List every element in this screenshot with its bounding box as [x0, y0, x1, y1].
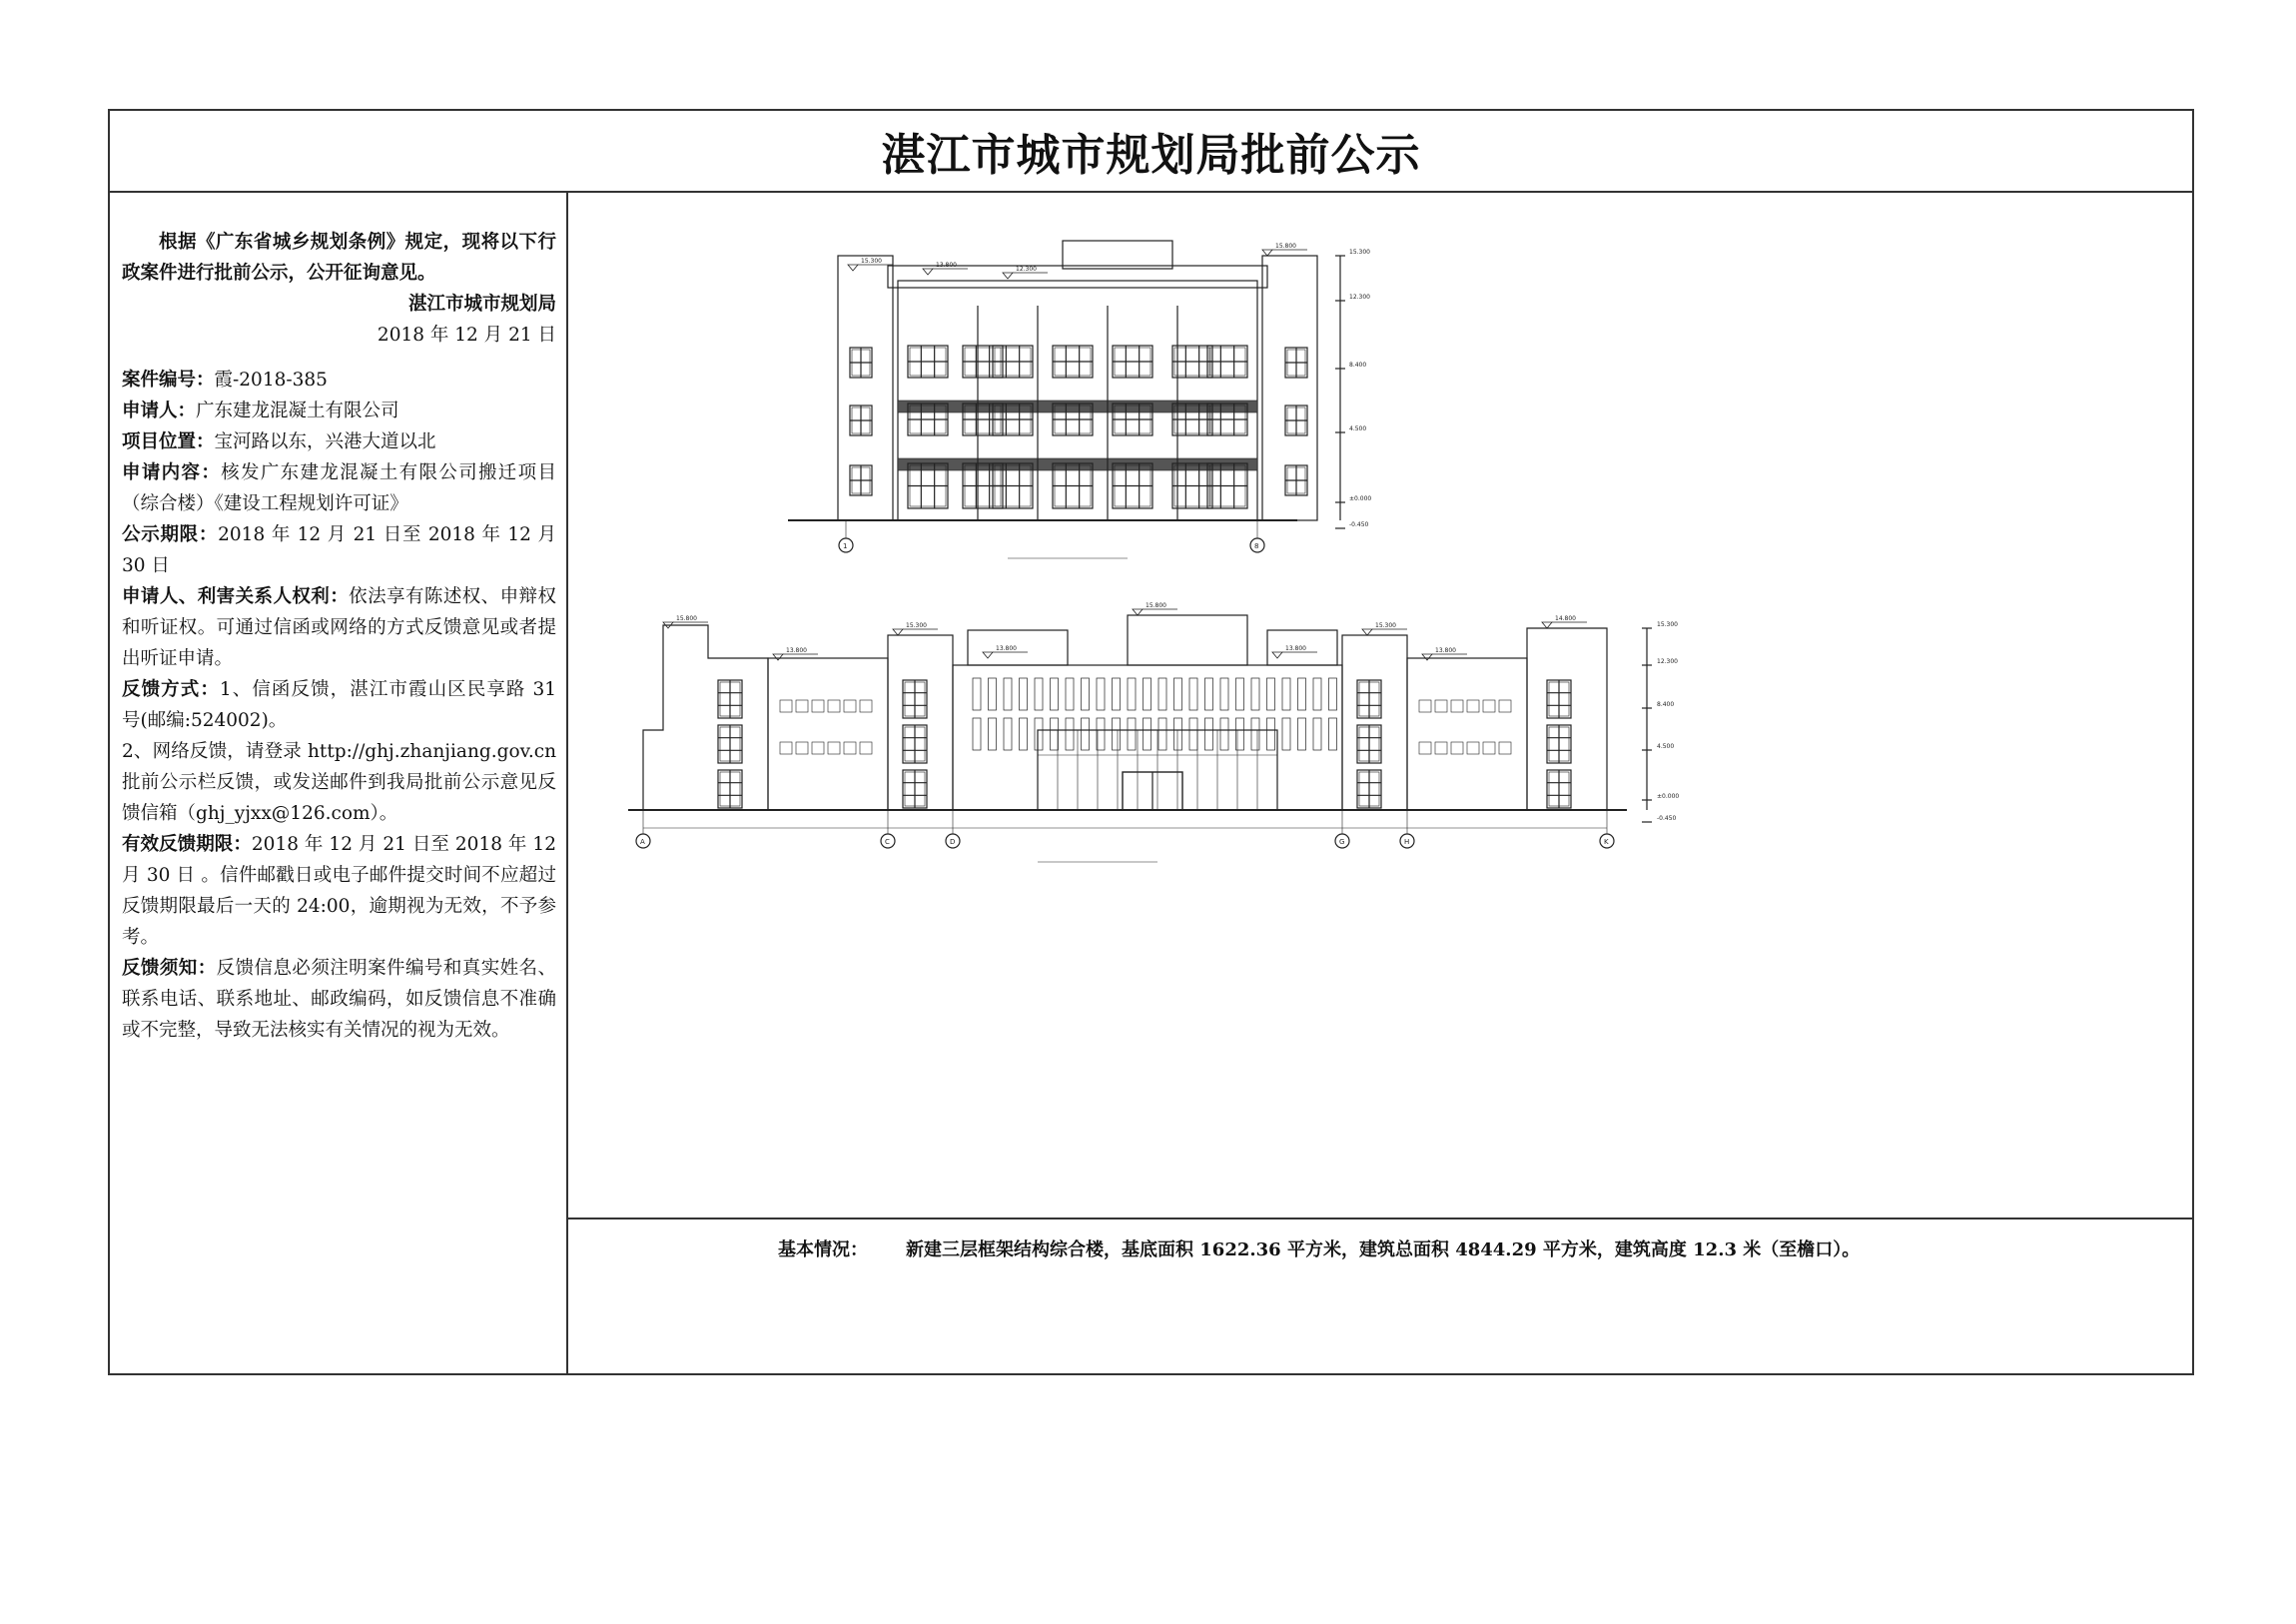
bottom-central-window-r2-c2 [989, 718, 997, 750]
bottom-central-window-r1-c1 [973, 678, 981, 710]
bottom-central-window-r2-c23 [1313, 718, 1321, 750]
feedback-letter: 1、信函反馈，湛江市霞山区民享路 31 号(邮编:524002)。 [122, 679, 556, 731]
roof-box [1063, 241, 1172, 269]
left-mid-block [888, 635, 953, 810]
feedback-notes: 反馈须知：反馈信息必须注明案件编号和真实姓名、联系电话、联系地址、邮政编码，如反馈信息不准确或不完整，导致无法核实有关情况的视为无效。 [122, 958, 556, 1041]
top-level-label-5: ±0.000 [1349, 495, 1372, 502]
top-tower-left-window-2 [850, 406, 872, 435]
bottom-central-window-r1-c2 [989, 678, 997, 710]
bottom-left-mid-window-2 [903, 725, 927, 763]
top-tower-left-window-3 [850, 465, 872, 495]
bottom-axis-1 [636, 834, 650, 848]
rights-value: 依法享有陈述权、申辩权和听证权。可通过信函或网络的方式反馈意见或者提出听证申请。 [122, 586, 556, 669]
feedback-label: 反馈方式 [122, 679, 201, 700]
axis-label: 8 [1254, 542, 1259, 550]
case-number: 案件编号：霞-2018-385 [122, 370, 328, 391]
bottom-far-right-window-2 [1547, 725, 1571, 763]
top-level-label-3: 8.400 [1349, 362, 1367, 369]
bottom-central-window-r1-c3 [1004, 678, 1012, 710]
top-roof-level-1 [848, 258, 893, 271]
bottom-central-window-r2-c16 [1205, 718, 1213, 750]
bottom-central-window-r1-c21 [1282, 678, 1290, 710]
level-label: 14.800 [1555, 615, 1576, 622]
bottom-wing-left-window-r1-c5 [844, 700, 856, 712]
top-level-label-4: 4.500 [1349, 425, 1367, 432]
bottom-central-window-r1-c15 [1189, 678, 1197, 710]
level-label: 13.800 [1435, 647, 1456, 654]
valid-value: 2018 年 12 月 21 日至 2018 年 12 月 30 日 。信件邮戳日或电子邮件提交时间不应超过反馈期限最后一天的 24:00，逾期视为无效，不予参考。 [122, 834, 556, 948]
bottom-central-window-r1-c14 [1174, 678, 1182, 710]
bottom-central-window-r1-c9 [1097, 678, 1105, 710]
bottom-central-window-r1-c18 [1236, 678, 1244, 710]
front-elevation-bottom [628, 602, 1679, 862]
bottom-wing-right-window-r2-c2 [1435, 742, 1447, 754]
bottom-right-mid-window-1 [1357, 680, 1381, 718]
basic-info-text: 新建三层框架结构综合楼，基底面积 1622.36 平方米，建筑总面积 4844.29 平方米，建筑高度 12.3 米（至檐口）。 [906, 1239, 1861, 1260]
level-triangle [893, 629, 903, 635]
right-mid-block [1342, 635, 1407, 810]
bottom-central-window-r2-c24 [1329, 718, 1337, 750]
bottom-wing-left-window-r1-c3 [812, 700, 824, 712]
bottom-wing-left-window-r2-c2 [796, 742, 808, 754]
elevation-drawings-svg [568, 191, 2192, 1218]
applicant-rights: 申请人、利害关系人权利：依法享有陈述权、申辩权和听证权。可通过信函或网络的方式反馈意见或者提出听证申请。 [122, 586, 556, 669]
bottom-level-label-3: 8.400 [1657, 701, 1675, 708]
axis-label: K [1604, 838, 1609, 846]
bottom-wing-left-window-r1-c1 [780, 700, 792, 712]
location-value: 宝河路以东，兴港大道以北 [214, 431, 436, 452]
level-label: 15.800 [676, 615, 697, 622]
bottom-wing-right-window-r1-c6 [1499, 700, 1511, 712]
level-triangle [983, 652, 993, 658]
valid-feedback-period: 有效反馈期限：2018 年 12 月 21 日至 2018 年 12 月 30 日 。信件邮戳日或电子邮件提交时间不应超过反馈期限最后一天的 24:00，逾期视为无效，不予参考。 [122, 834, 556, 948]
central-hall [953, 665, 1342, 810]
bottom-roof-level-6 [1272, 645, 1317, 658]
bottom-level-label-5: ±0.000 [1657, 793, 1680, 800]
bottom-roof-level-7 [1362, 622, 1407, 635]
bottom-central-window-r1-c17 [1220, 678, 1228, 710]
top-window-r1-c3 [993, 346, 1033, 378]
central-roof-box [1128, 615, 1247, 665]
bottom-wing-right-window-r1-c3 [1451, 700, 1463, 712]
basic-info-label: 基本情况： [778, 1239, 868, 1260]
bottom-central-window-r2-c20 [1267, 718, 1275, 750]
level-triangle [1542, 622, 1552, 628]
bottom-central-window-r2-c18 [1236, 718, 1244, 750]
bottom-central-window-r1-c20 [1267, 678, 1275, 710]
level-label: 13.800 [786, 647, 807, 654]
bottom-central-window-r2-c21 [1282, 718, 1290, 750]
top-level-label-6: -0.450 [1349, 521, 1369, 528]
bottom-roof-level-1 [663, 615, 708, 628]
bottom-central-window-r2-c5 [1035, 718, 1043, 750]
bottom-wing-right-window-r2-c3 [1451, 742, 1463, 754]
bottom-central-window-r2-c7 [1066, 718, 1074, 750]
bottom-central-window-r2-c12 [1144, 718, 1151, 750]
left-pavilion [768, 658, 888, 810]
bottom-central-window-r1-c19 [1251, 678, 1259, 710]
bottom-wing-left-window-r2-c5 [844, 742, 856, 754]
project-location: 项目位置：宝河路以东，兴港大道以北 [122, 431, 436, 452]
period-value: 2018 年 12 月 21 日至 2018 年 12 月 30 日 [122, 524, 556, 576]
bottom-level-label-1: 15.300 [1657, 621, 1678, 628]
top-window-r1-c7 [1207, 346, 1247, 378]
level-triangle [1133, 609, 1143, 615]
bottom-roof-level-4 [983, 645, 1028, 658]
bottom-wing-left-window-r1-c2 [796, 700, 808, 712]
front-elevation-top [788, 241, 1371, 558]
applicant-value: 广东建龙混凝土有限公司 [196, 401, 399, 421]
level-label: 12.300 [1016, 266, 1037, 273]
bottom-far-right-window-1 [1547, 680, 1571, 718]
top-roof-level-3 [1003, 266, 1048, 279]
bottom-axis-4 [1335, 834, 1349, 848]
bottom-left-mid-window-1 [903, 680, 927, 718]
bottom-central-window-r1-c22 [1298, 678, 1306, 710]
note-value: 反馈信息必须注明案件编号和真实姓名、联系电话、联系地址、邮政编码，如反馈信息不准确或不完整，导致无法核实有关情况的视为无效。 [122, 958, 556, 1041]
bottom-axis-2 [881, 834, 895, 848]
top-roof-level-2 [923, 262, 968, 275]
level-triangle [923, 269, 933, 275]
bottom-central-window-r2-c4 [1020, 718, 1028, 750]
bottom-wing-right-window-r1-c5 [1483, 700, 1495, 712]
bottom-wing-right-window-r2-c1 [1419, 742, 1431, 754]
bottom-wing-left-window-r2-c3 [812, 742, 824, 754]
bottom-central-window-r2-c19 [1251, 718, 1259, 750]
bottom-central-window-r2-c8 [1082, 718, 1090, 750]
bottom-central-window-r1-c10 [1113, 678, 1121, 710]
bottom-central-window-r1-c11 [1128, 678, 1136, 710]
floor-band-2 [898, 458, 1257, 470]
level-triangle [1362, 629, 1372, 635]
level-label: 15.300 [861, 258, 882, 265]
notice-period: 公示期限：2018 年 12 月 21 日至 2018 年 12 月 30 日 [122, 524, 556, 576]
bottom-central-window-r2-c3 [1004, 718, 1012, 750]
notice-sheet [108, 109, 2194, 1375]
issuing-bureau: 湛江市城市规划局 [407, 294, 556, 315]
level-label: 15.800 [1146, 602, 1166, 609]
period-label: 公示期限 [122, 524, 199, 545]
location-label: 项目位置 [122, 431, 197, 452]
top-level-label-1: 15.300 [1349, 249, 1370, 256]
bottom-central-window-r1-c13 [1158, 678, 1166, 710]
elevation-drawings [568, 191, 2192, 1218]
feedback-online: 2、网络反馈，请登录 http://ghj.zhanjiang.gov.cn 批前公示栏反馈，或发送邮件到我局批前公示意见反馈信箱（ghj_yjxx@126.com）。 [122, 741, 556, 824]
right-pavilion [1407, 658, 1527, 810]
title-row [110, 111, 2192, 193]
bottom-roof-level-5 [1133, 602, 1177, 615]
bottom-central-window-r1-c7 [1066, 678, 1074, 710]
bottom-roof-level-9 [1542, 615, 1587, 628]
rights-label: 申请人、利害关系人权利 [122, 586, 331, 607]
applicant-label: 申请人 [122, 401, 178, 421]
bottom-wing-right-window-r2-c5 [1483, 742, 1495, 754]
bottom-wing-right-window-r2-c4 [1467, 742, 1479, 754]
bottom-central-window-r2-c17 [1220, 718, 1228, 750]
bottom-central-window-r1-c4 [1020, 678, 1028, 710]
bottom-central-window-r2-c1 [973, 718, 981, 750]
basic-info [778, 1235, 1860, 1261]
level-triangle [1262, 250, 1272, 256]
level-label: 15.300 [906, 622, 927, 629]
bottom-central-window-r2-c22 [1298, 718, 1306, 750]
bottom-central-window-r1-c23 [1313, 678, 1321, 710]
central-left-roof [968, 630, 1068, 665]
bottom-level-label-2: 12.300 [1657, 658, 1678, 665]
bottom-far-right-window-3 [1547, 770, 1571, 808]
content-value: 核发广东建龙混凝土有限公司搬迁项目（综合楼）《建设工程规划许可证》 [122, 462, 556, 514]
case-number-value: 霞-2018-385 [214, 370, 328, 391]
case-number-label: 案件编号 [122, 370, 197, 391]
bottom-right-mid-window-2 [1357, 725, 1381, 763]
content-label: 申请内容 [122, 462, 202, 483]
bottom-axis-5 [1400, 834, 1414, 848]
bottom-central-window-r2-c13 [1158, 718, 1166, 750]
bottom-axis-6 [1600, 834, 1614, 848]
note-label: 反馈须知 [122, 958, 198, 979]
bottom-left-mid-window-3 [903, 770, 927, 808]
top-axis-left [839, 538, 853, 552]
top-window-r1-c1 [908, 346, 948, 378]
bottom-central-window-r2-c15 [1189, 718, 1197, 750]
top-tower-right-window-2 [1285, 406, 1307, 435]
level-label: 13.800 [996, 645, 1017, 652]
top-axis-right [1250, 538, 1264, 552]
top-roof-level-4 [1262, 243, 1307, 256]
bottom-wing-left-window-r1-c4 [828, 700, 840, 712]
valid-label: 有效反馈期限 [122, 834, 234, 855]
bottom-wing-left-window-r2-c6 [860, 742, 872, 754]
level-label: 13.800 [936, 262, 957, 269]
bottom-central-window-r2-c10 [1113, 718, 1121, 750]
top-window-r1-c6 [1172, 346, 1212, 378]
bottom-wing-left-window-r2-c4 [828, 742, 840, 754]
bottom-wing-right-window-r1-c1 [1419, 700, 1431, 712]
bottom-level-label-4: 4.500 [1657, 743, 1675, 750]
bottom-wing-left-window-r2-c1 [780, 742, 792, 754]
bottom-central-window-r2-c14 [1174, 718, 1182, 750]
notice-preamble: 根据《广东省城乡规划条例》规定，现将以下行政案件进行批前公示，公开征询意见。 [122, 232, 556, 284]
bottom-level-label-6: -0.450 [1657, 815, 1677, 822]
level-triangle [848, 265, 858, 271]
top-level-label-2: 12.300 [1349, 294, 1370, 301]
bottom-wing-left-window-r1-c6 [860, 700, 872, 712]
bottom-wing-right-window-r1-c4 [1467, 700, 1479, 712]
level-triangle [1003, 273, 1013, 279]
level-triangle [773, 654, 783, 660]
application-content: 申请内容：核发广东建龙混凝土有限公司搬迁项目（综合楼）《建设工程规划许可证》 [122, 462, 556, 514]
notice-text-column [110, 191, 568, 1373]
top-tower-right-window-1 [1285, 348, 1307, 378]
level-label: 13.800 [1285, 645, 1306, 652]
axis-label: H [1404, 838, 1410, 846]
bottom-central-window-r1-c5 [1035, 678, 1043, 710]
top-window-r1-c5 [1113, 346, 1152, 378]
bottom-central-window-r1-c8 [1082, 678, 1090, 710]
axis-label: C [885, 838, 890, 846]
bottom-far-left-window-3 [718, 770, 742, 808]
bottom-central-window-r2-c11 [1128, 718, 1136, 750]
bottom-central-window-r1-c16 [1205, 678, 1213, 710]
axis-label: 1 [843, 542, 848, 550]
bottom-wing-right-window-r2-c6 [1499, 742, 1511, 754]
axis-label: D [950, 838, 956, 846]
top-tower-left-window-1 [850, 348, 872, 378]
bottom-far-left-window-1 [718, 680, 742, 718]
level-triangle [1272, 652, 1282, 658]
level-label: 15.300 [1375, 622, 1396, 629]
bottom-right-mid-window-3 [1357, 770, 1381, 808]
bottom-central-window-r1-c24 [1329, 678, 1337, 710]
axis-label: G [1339, 838, 1345, 846]
notice-date: 2018 年 12 月 21 日 [377, 325, 556, 346]
bottom-central-window-r2-c6 [1051, 718, 1059, 750]
feedback-method: 反馈方式：1、信函反馈，湛江市霞山区民享路 31 号(邮编:524002)。 [122, 679, 556, 731]
bottom-central-window-r1-c6 [1051, 678, 1059, 710]
bottom-roof-level-3 [893, 622, 938, 635]
level-triangle [1422, 654, 1432, 660]
bottom-central-window-r1-c12 [1144, 678, 1151, 710]
top-window-r1-c4 [1053, 346, 1093, 378]
applicant: 申请人：广东建龙混凝土有限公司 [122, 401, 399, 421]
bottom-axis-3 [946, 834, 960, 848]
top-tower-right-window-3 [1285, 465, 1307, 495]
basic-info-row [568, 1218, 2192, 1373]
page-title: 湛江市城市规划局批前公示 [881, 130, 1421, 181]
bottom-wing-right-window-r1-c2 [1435, 700, 1447, 712]
floor-band-1 [898, 401, 1257, 412]
bottom-far-left-window-2 [718, 725, 742, 763]
axis-label: A [640, 838, 645, 846]
level-label: 15.800 [1275, 243, 1296, 250]
left-wing-outline [643, 625, 768, 810]
